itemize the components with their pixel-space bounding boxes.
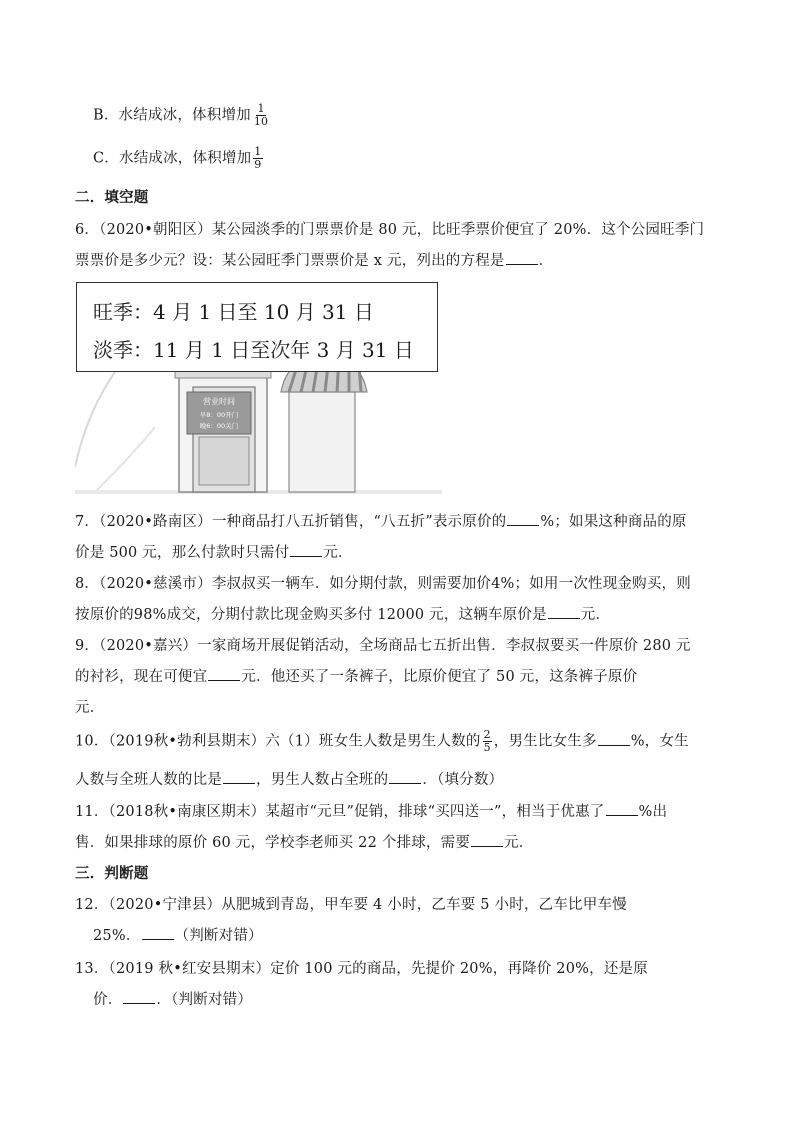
q13-line1: 13．（2019 秋•红安县期末）定价 100 元的商品，先提价 20%，再降价 20%，还是原 (75, 961, 648, 977)
q7-amount-blank[interactable] (290, 555, 322, 557)
q7-percent-blank[interactable] (507, 524, 539, 526)
season-ticket-figure (75, 282, 442, 497)
off-season-text: 淡季：11 月 1 日至次年 3 月 31 日 (93, 338, 414, 362)
q12-line2: 25%． （判断对错） (93, 928, 263, 944)
q8-line2: 按原价的98%成交，分期付款比现金购买多付 12000 元，这辆车原价是 元． (75, 607, 611, 623)
q10-ratio-blank[interactable] (223, 782, 255, 784)
fraction-one-tenth: $\frac{1}{10}$ (253, 102, 269, 128)
q10-line2: 人数与全班人数的比是 ，男生人数占全班的 ．（填分数） (75, 772, 504, 788)
option-c (93, 146, 265, 171)
q7-line2: 价是 500 元，那么付款时只需付 元． (75, 545, 353, 561)
option-c-text: C．水结成冰，体积增加 (93, 150, 252, 167)
sign-line-open: 早8：00开门 (199, 411, 239, 419)
sign-title: 营业时间 (203, 397, 235, 406)
q6-line2: 票票价是多少元？设：某公园旺季门票票价是 x 元，列出的方程是 ． (75, 253, 554, 269)
q11-line1: 11．（2018秋•南康区期末）某超市“元旦”促销，排球“买四送一”，相当于优惠了 %出 (75, 804, 668, 820)
q13-line2: 价． ．（判断对错） (93, 992, 253, 1008)
q9-line2: 的衬衫，现在可便宜 元．他还买了一条裤子，比原价便宜了 50 元，这条裤子原价 (75, 669, 638, 685)
q11-line2: 售．如果排球的原价 60 元，学校李老师买 22 个排球，需要 元． (75, 835, 534, 851)
fraction-one-ninth: $\frac{1}{9}$ (254, 145, 262, 171)
q10-line1: 10．（2019秋•勃利县期末）六（1）班女生人数是男生人数的 $\frac{2}{5}$ ，男生比女生多 %，女生 (75, 728, 689, 754)
q11-cost-blank[interactable] (471, 845, 503, 847)
option-b (93, 103, 271, 128)
q12-line1: 12．（2020•宁津县）从肥城到青岛，甲车要 4 小时，乙车要 5 小时，乙车比甲车慢 (75, 897, 627, 913)
q10-percent-blank[interactable] (598, 744, 630, 746)
fraction-two-fifths: $\frac{2}{5}$ (483, 728, 491, 754)
q6-line1: 6．（2020•朝阳区）某公园淡季的门票票价是 80 元，比旺季票价便宜了 20%．这个公园旺季门 (75, 222, 705, 238)
option-b-text: B．水结成冰，体积增加 (93, 107, 251, 124)
sign-line-close: 晚6：00关门 (199, 422, 239, 430)
q9-line1: 9．（2020•嘉兴）一家商场开展促销活动，全场商品七五折出售．李叔叔要买一件原价 280 元 (75, 638, 691, 654)
shop-illustration (75, 352, 442, 497)
q9-discount-blank[interactable] (208, 679, 240, 681)
q8-price-blank[interactable] (548, 617, 580, 619)
q13-judge-blank[interactable] (123, 1002, 155, 1004)
q6-answer-blank[interactable] (506, 263, 538, 265)
q12-judge-blank[interactable] (142, 938, 174, 940)
section-fill-blank-heading: 二．填空题 (75, 189, 149, 206)
q9-line3: 元． (75, 700, 105, 716)
season-dates-box (76, 282, 438, 372)
q11-percent-blank[interactable] (606, 814, 638, 816)
q7-line1: 7．（2020•路南区）一种商品打八五折销售，“八五折”表示原价的 %；如果这种商品的原 (75, 514, 687, 530)
section-judge-heading: 三．判断题 (75, 865, 149, 882)
q8-line1: 8．（2020•慈溪市）李叔叔买一辆车．如分期付款，则需要加价4%；如用一次性现金购买，则 (75, 576, 691, 592)
q10-fraction-blank[interactable] (389, 782, 421, 784)
peak-season-text: 旺季：4 月 1 日至 10 月 31 日 (93, 300, 374, 324)
